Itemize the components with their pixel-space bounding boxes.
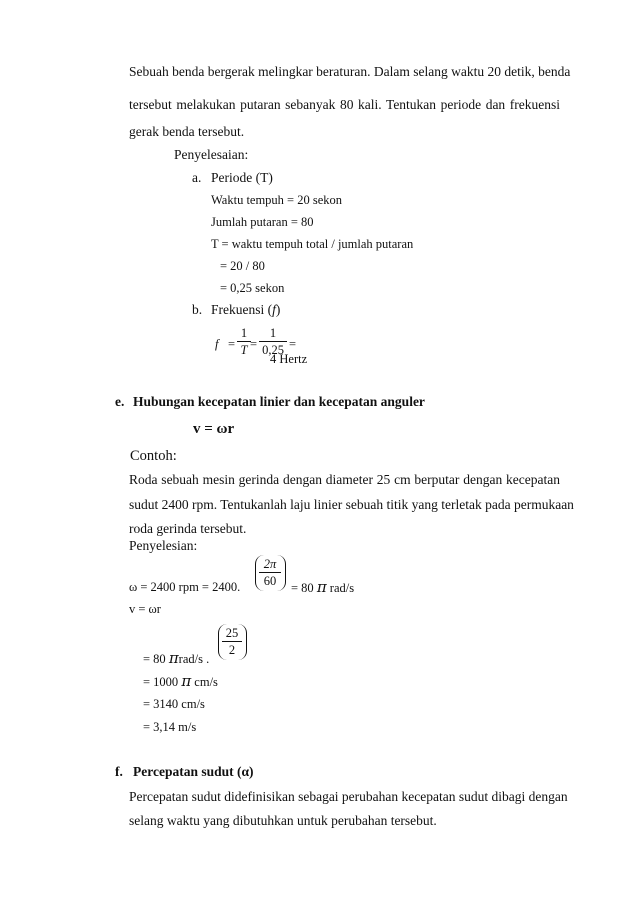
item-b-title-suffix: ) [275,302,281,317]
period-line-4: = 20 / 80 [220,259,265,273]
formula-frac1-den: T [240,343,248,357]
step3: = 3140 cm/s [143,697,205,711]
item-b-marker: b. [192,302,203,317]
formula-lhs: f [215,337,219,351]
formula-frac2-den: 0,25 [262,343,284,357]
period-line-5: = 0,25 sekon [220,281,285,295]
section-e-marker: e. [115,394,125,409]
period-line-1: Waktu tempuh = 20 sekon [211,193,343,207]
step2-pi: π [181,672,192,690]
section-e-formula: v = ωr [193,421,235,437]
section-e-title: Hubungan kecepatan linier dan kecepatan anguler [133,394,425,409]
item-b-title [211,302,280,318]
step2-prefix: = 1000 [143,675,179,689]
omega-pi: π [316,578,327,596]
omega-result-suffix: rad/s [329,581,355,595]
omega-frac [259,557,281,588]
section-f-line1: Percepatan sudut didefinisikan sebagai perubahan kecepatan sudut dibagi dengan [129,789,568,804]
section-f-marker: f. [115,764,123,779]
step1 [143,650,209,667]
omega-line: ω = 2400 rpm = 2400. [129,580,241,594]
step1-suffix: rad/s . [178,652,210,666]
period-line-2: Jumlah putaran = 80 [211,215,314,229]
omega-result [291,579,354,596]
omega-frac-den: 60 [263,574,277,588]
section-f-title: Percepatan sudut (α) [133,764,254,779]
problem1-line3: gerak benda tersebut. [129,124,245,139]
problem1-line1: Sebuah benda bergerak melingkar beraturan. Dalam selang waktu 20 detik, benda [129,64,571,79]
problem1-line2: tersebut melakukan putaran sebanyak 80 kali. Tentukan periode dan frekuensi [129,97,560,112]
step1-prefix: = 80 [143,652,166,666]
step4: = 3,14 m/s [143,720,197,734]
omega-frac-num: 2π [263,557,277,571]
period-line-3: T = waktu tempuh total / jumlah putaran [211,237,414,251]
omega-result-prefix: = 80 [291,581,314,595]
solution-label: Penyelesaian: [174,147,249,162]
v-line: v = ωr [129,602,161,616]
step1-frac [222,626,242,657]
step1-pi: π [168,649,179,667]
example-line1: Roda sebuah mesin gerinda dengan diameter 25 cm berputar dengan kecepatan [129,472,560,487]
step1-frac-den: 2 [228,643,236,657]
step1-frac-num: 25 [225,626,239,640]
formula-frac1 [237,326,251,357]
formula-eq1: = [228,337,236,351]
item-a-title: Periode (T) [211,170,273,185]
step2-suffix: cm/s [194,675,218,689]
item-b-title-prefix: Frekuensi ( [211,302,273,317]
formula-frac2-num: 1 [269,326,277,340]
solution-label-e: Penyelesian: [129,538,198,553]
formula-result: 4 Hertz [270,352,308,366]
formula-frac1-num: 1 [240,326,248,340]
item-a-marker: a. [192,170,202,185]
example-label: Contoh: [130,448,177,464]
step2 [143,673,218,690]
example-line2: sudut 2400 rpm. Tentukanlah laju linier sebuah titik yang terletak pada permukaan [129,497,574,512]
example-line3: roda gerinda tersebut. [129,521,247,536]
section-f-line2: selang waktu yang dibutuhkan untuk perubahan tersebut. [129,813,437,828]
formula-eq3: = [289,337,297,351]
item-b-title-var: f [272,302,276,317]
formula-eq2: = [250,337,258,351]
